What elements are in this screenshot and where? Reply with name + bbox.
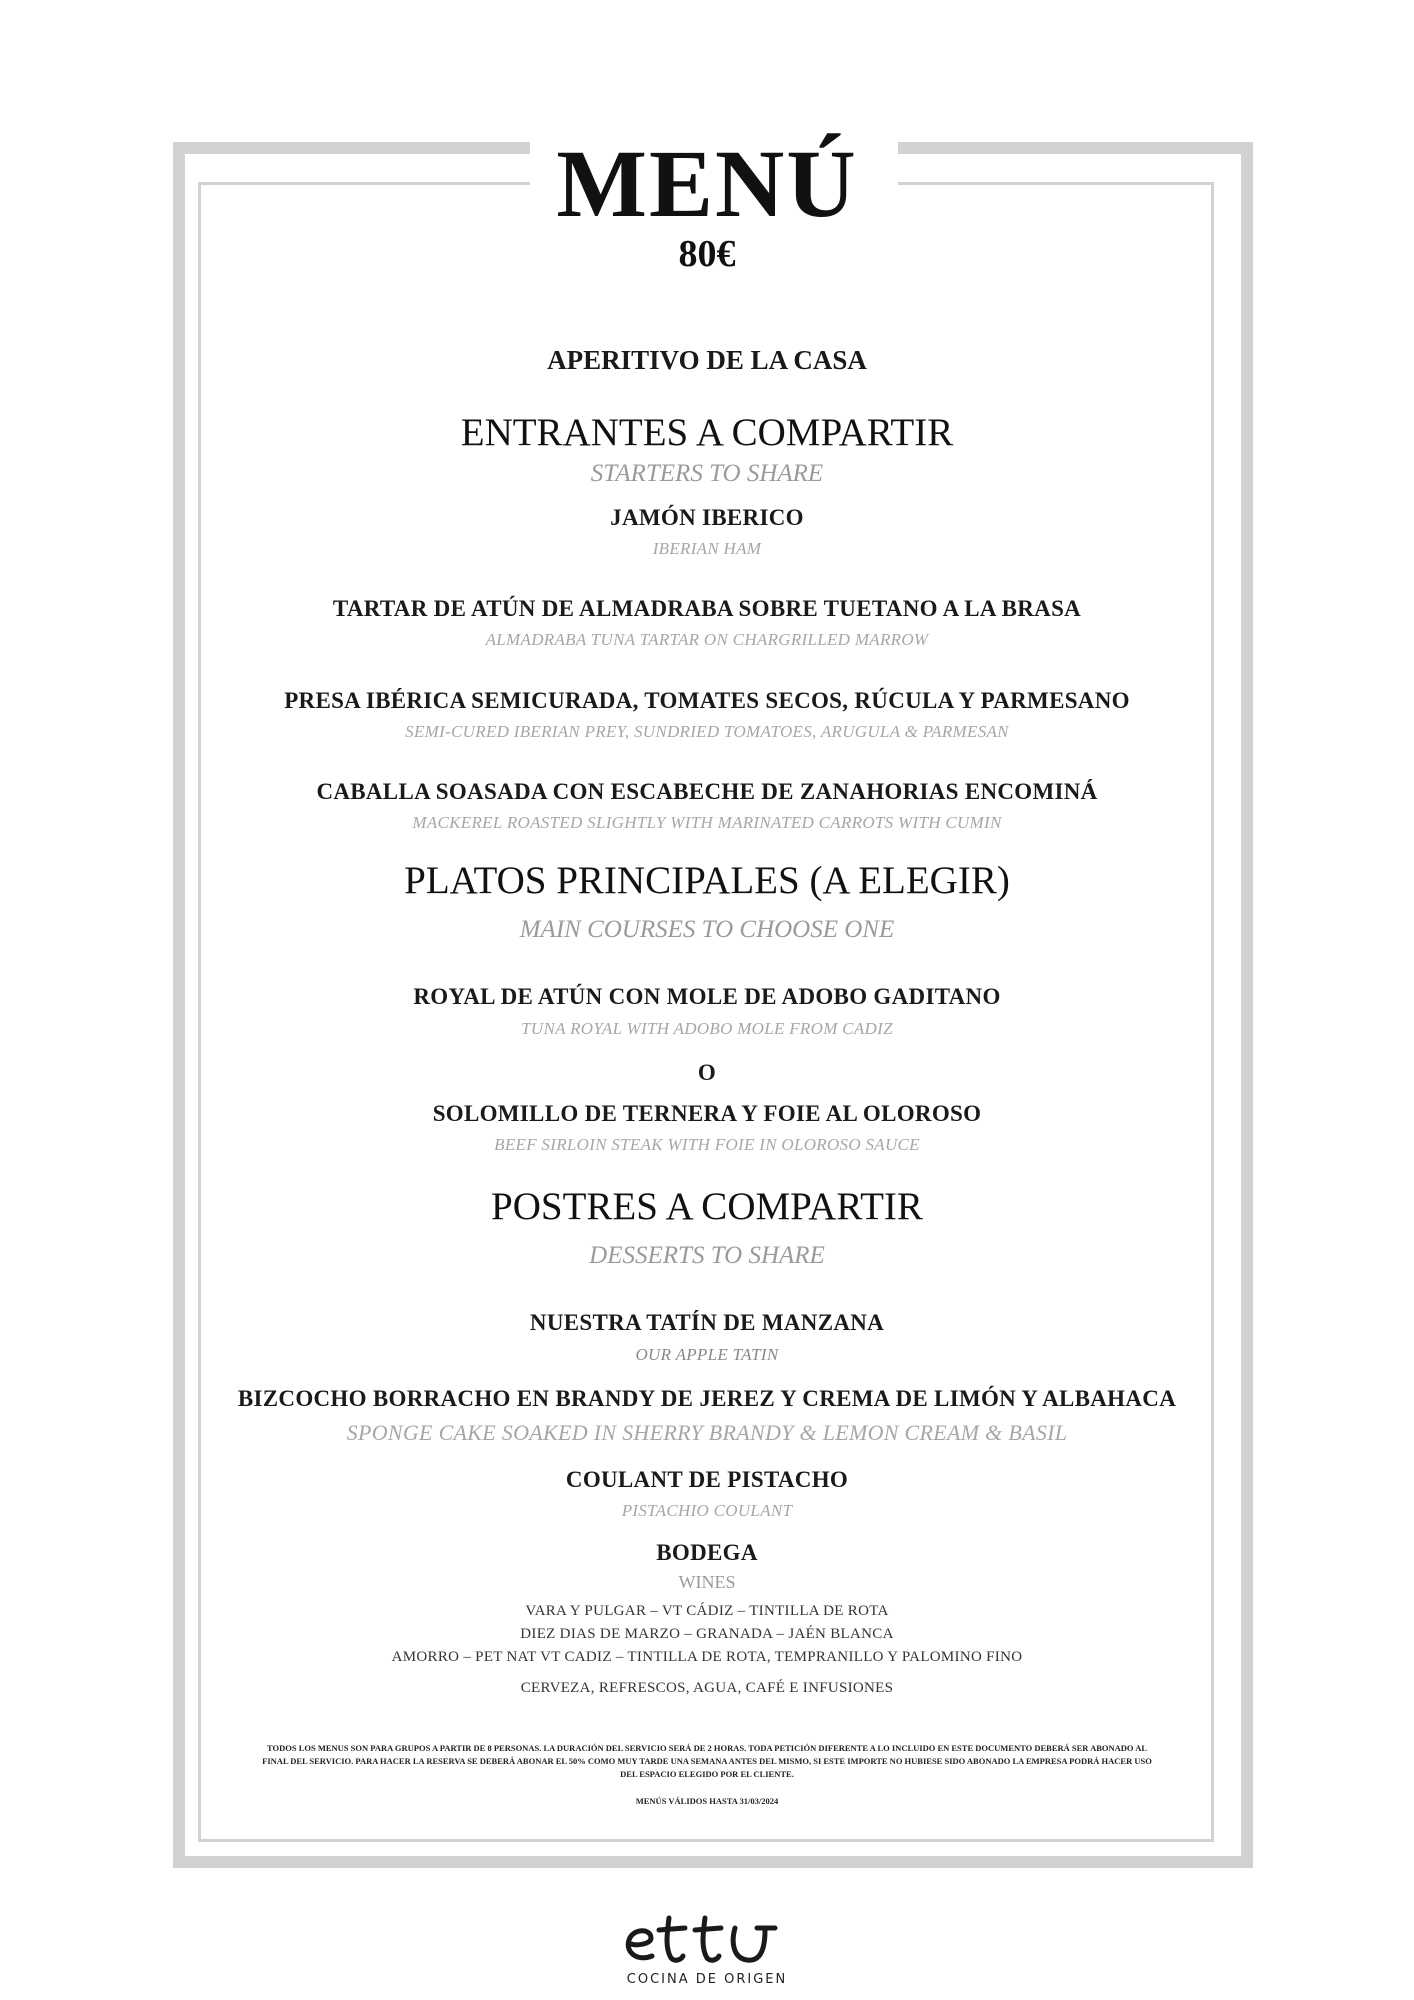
main-2-en: BEEF SIRLOIN STEAK WITH FOIE IN OLOROSO SAUCE	[494, 1135, 920, 1154]
dessert-1-es: NUESTRA TATÍN DE MANZANA	[529, 1310, 885, 1335]
starters-title: ENTRANTES A COMPARTIR	[460, 411, 954, 454]
main-1-es: ROYAL DE ATÚN CON MOLE DE ADOBO GADITANO	[413, 984, 1001, 1009]
main-2-es: SOLOMILLO DE TERNERA Y FOIE AL OLOROSO	[432, 1101, 982, 1126]
menu-price: 80€	[678, 233, 736, 275]
starter-4-en: MACKEREL ROASTED SLIGHTLY WITH MARINATED CARROTS WITH CUMIN	[412, 813, 1002, 832]
dessert-1-en: OUR APPLE TATIN	[635, 1345, 779, 1364]
fine-print: TODOS LOS MENUS SON PARA GRUPOS A PARTIR DE 8 PERSONAS. LA DURACIÓN DEL SERVICIO SERÁ DE 2 HORAS. TODA PETICIÓN DIFERENTE A LO INCLUIDO EN ESTE DOCUMENTO DEBERÁ SER ABONADO AL FINAL DEL SERVICIO. PARA HACER LA RESERVA SE DEBERÁ ABONAR EL 50% COMO MUY TARDE UNA SEMANA ANTES DEL MISMO, SI ESTE IMPORTE NO HUBIESE SIDO ABONADO LA EMPRESA PODRÁ HACER USO DEL ESPACIO ELEGIDO POR EL CLIENTE.	[262, 1743, 1152, 1779]
ettu-logo	[607, 1908, 807, 1970]
starter-2-en: ALMADRABA TUNA TARTAR ON CHARGRILLED MARROW	[485, 630, 929, 649]
wine-3: AMORRO – PET NAT VT CADIZ – TINTILLA DE ROTA, TEMPRANILLO Y PALOMINO FINO	[391, 1649, 1023, 1665]
aperitivo: APERITIVO DE LA CASA	[547, 345, 867, 375]
mains-title: PLATOS PRINCIPALES (A ELEGIR)	[404, 859, 1010, 902]
starter-3-es: PRESA IBÉRICA SEMICURADA, TOMATES SECOS, RÚCULA Y PARMESANO	[284, 688, 1130, 713]
starter-4-es: CABALLA SOASADA CON ESCABECHE DE ZANAHORIAS ENCOMINÁ	[316, 779, 1098, 804]
starter-3-en: SEMI-CURED IBERIAN PREY, SUNDRIED TOMATOES, ARUGULA & PARMESAN	[405, 722, 1009, 741]
wine-2: DIEZ DIAS DE MARZO – GRANADA – JAÉN BLANCA	[520, 1626, 894, 1642]
starter-1-en: IBERIAN HAM	[652, 539, 762, 558]
dessert-2-en: SPONGE CAKE SOAKED IN SHERRY BRANDY & LEMON CREAM & BASIL	[346, 1420, 1068, 1445]
desserts-subtitle: DESSERTS TO SHARE	[589, 1242, 825, 1269]
dessert-2-es: BIZCOCHO BORRACHO EN BRANDY DE JEREZ Y CREMA DE LIMÓN Y ALBAHACA	[237, 1386, 1177, 1411]
wine-1: VARA Y PULGAR – VT CÁDIZ – TINTILLA DE ROTA	[525, 1603, 889, 1619]
desserts-title: POSTRES A COMPARTIR	[491, 1185, 923, 1228]
starter-1-es: JAMÓN IBERICO	[610, 505, 804, 530]
validity-note: MENÚS VÁLIDOS HASTA 31/03/2024	[635, 1796, 779, 1806]
dessert-3-es: COULANT DE PISTACHO	[565, 1467, 849, 1492]
starter-2-es: TARTAR DE ATÚN DE ALMADRABA SOBRE TUETANO A LA BRASA	[332, 596, 1082, 621]
bodega-title: BODEGA	[656, 1540, 758, 1565]
main-separator: O	[697, 1060, 717, 1085]
starters-subtitle: STARTERS TO SHARE	[590, 460, 824, 487]
menu-title: MENÚ	[556, 130, 858, 237]
logo-tagline: COCINA DE ORIGEN	[626, 1972, 788, 1987]
main-1-en: TUNA ROYAL WITH ADOBO MOLE FROM CADIZ	[521, 1019, 893, 1038]
dessert-3-en: PISTACHIO COULANT	[621, 1501, 793, 1520]
bodega-subtitle: WINES	[678, 1572, 736, 1592]
drinks-included: CERVEZA, REFRESCOS, AGUA, CAFÉ E INFUSIONES	[520, 1680, 894, 1696]
mains-subtitle: MAIN COURSES TO CHOOSE ONE	[519, 916, 895, 943]
